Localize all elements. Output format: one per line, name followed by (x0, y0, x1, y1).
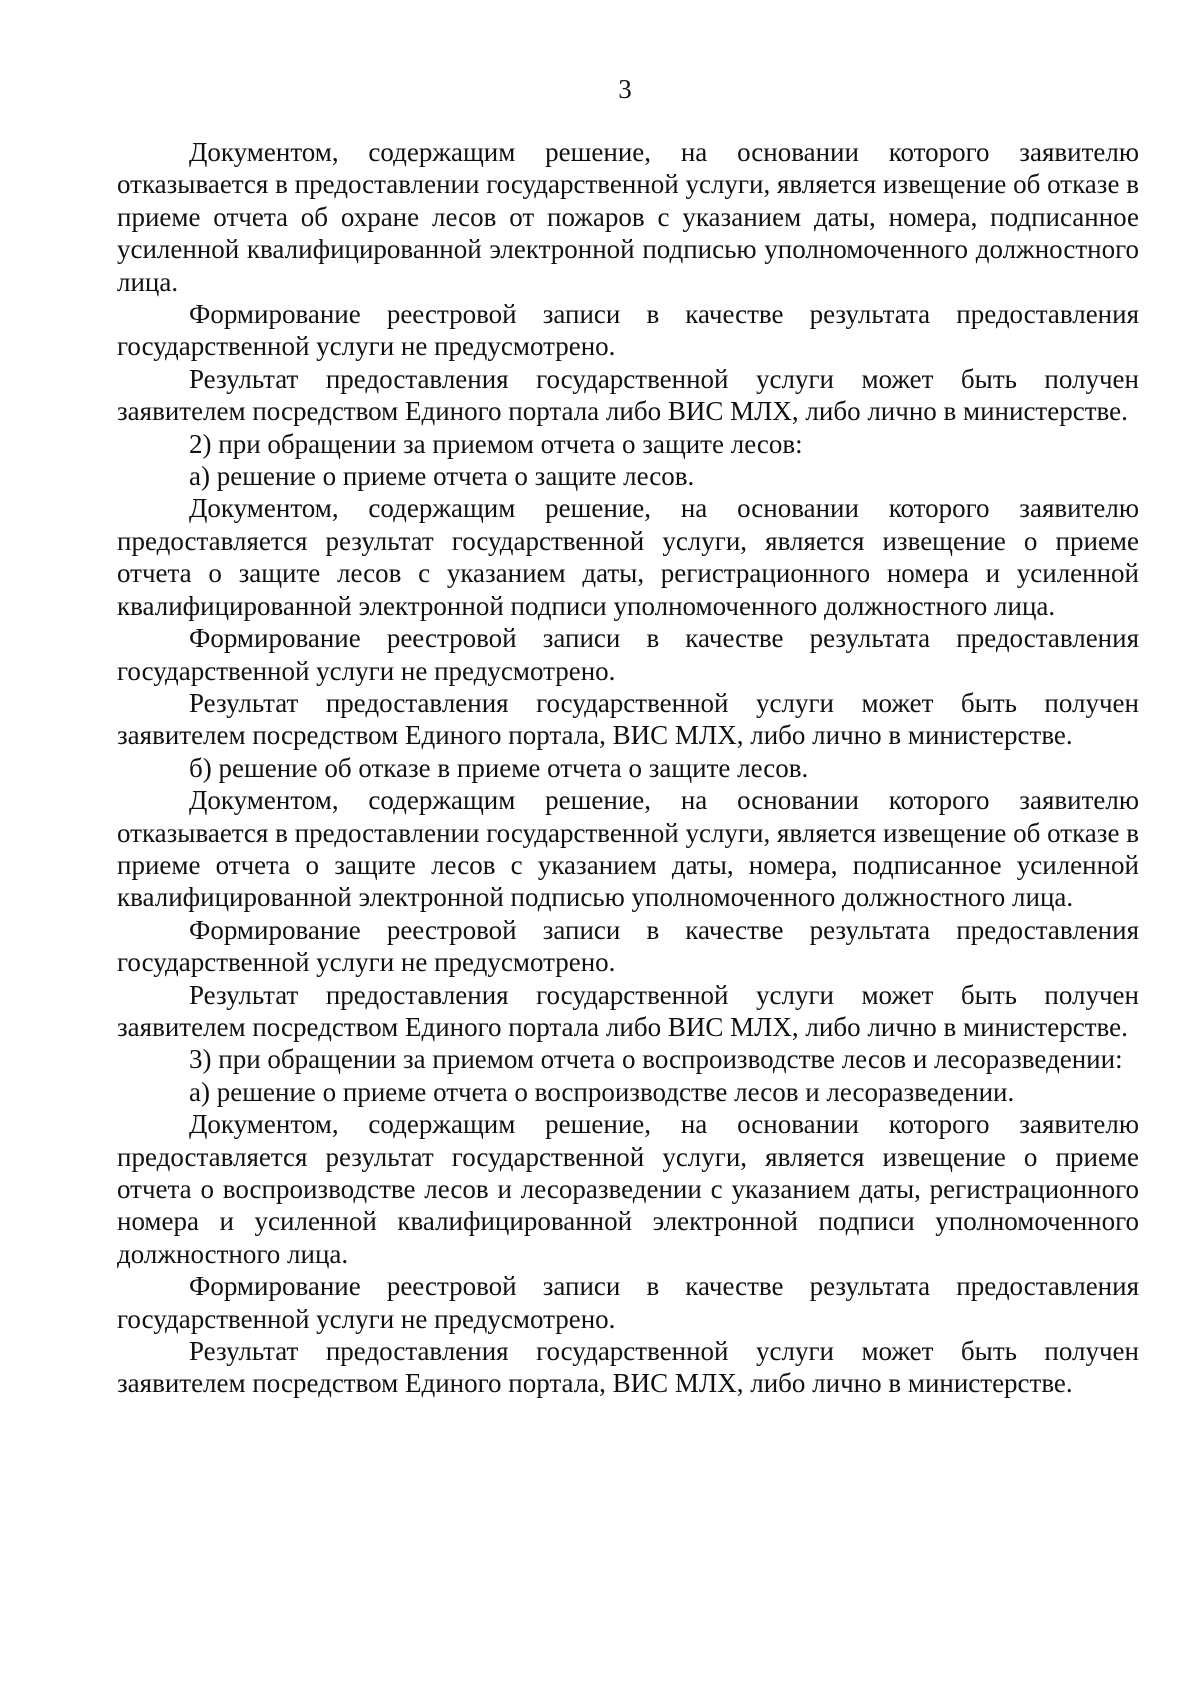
paragraph-forest-protection-refusal: б) решение об отказе в приеме отчета о защите лесов. (189, 752, 809, 783)
paragraph-registry-note: Формирование реестровой записи в качестве результата предоставления государственной услуги не предусмотрено. (117, 914, 1139, 978)
paragraph-result-delivery: Результат предоставления государственной услуги может быть получен заявителем посредством Единого портала, ВИС МЛХ, либо лично в министерстве. (117, 1336, 1139, 1399)
paragraph-result-delivery: Результат предоставления государственной услуги может быть получен заявителем посредством Единого портала либо ВИС МЛХ, либо лично в министерстве. (117, 363, 1139, 427)
paragraph-refusal-fire-report: Документом, содержащим решение, на основании которого заявителю отказывается в предоставлении государственной услуги, является извещение об отказе в приеме отчета об охране лесов от пожаров с указанием даты, номера, подписанное усиленной квалифицированной электронной подписью уполномоченного должностного лица. (117, 137, 1139, 297)
paragraph-registry-note: Формирование реестровой записи в качестве результата предоставления государственной услуги не предусмотрено. (117, 299, 1139, 362)
paragraph-result-delivery: Результат предоставления государственной услуги может быть получен заявителем посредством Единого портала либо ВИС МЛХ, либо лично в министерстве. (117, 979, 1139, 1042)
paragraph-result-delivery: Результат предоставления государственной услуги может быть получен заявителем посредством Единого портала, ВИС МЛХ, либо лично в министерстве. (117, 687, 1139, 751)
page-number: 3 (618, 74, 632, 104)
paragraph-reproduction-accept: а) решение о приеме отчета о воспроизводстве лесов и лесоразведении. (189, 1076, 1015, 1107)
paragraph-registry-note: Формирование реестровой записи в качестве результата предоставления государственной услуги не предусмотрено. (117, 1271, 1139, 1334)
paragraph-accept-notice: Документом, содержащим решение, на основании которого заявителю предоставляется результат государственной услуги, является извещение о приеме отчета о защите лесов с указанием даты, регистрационного номера и усиленной квалифицированной электронной подписи уполномоченного должностного лица. (117, 493, 1139, 621)
document-body (117, 136, 1139, 1400)
paragraph-reproduction-heading: 3) при обращении за приемом отчета о воспроизводстве лесов и лесоразведении: (189, 1044, 1123, 1075)
paragraph-forest-protection-accept: а) решение о приеме отчета о защите лесов. (189, 461, 695, 492)
paragraph-accept-notice: Документом, содержащим решение, на основании которого заявителю предоставляется результат государственной услуги, является извещение о приеме отчета о воспроизводстве лесов и лесоразведении с указанием даты, регистрационного номера и усиленной квалифицированной электронной подписи уполномоченного должностного лица. (117, 1109, 1139, 1269)
paragraph-refusal-notice: Документом, содержащим решение, на основании которого заявителю отказывается в предоставлении государственной услуги, является извещение об отказе в приеме отчета о защите лесов с указанием даты, номера, подписанное усиленной квалифицированной электронной подписью уполномоченного должностного лица. (117, 785, 1139, 913)
paragraph-registry-note: Формирование реестровой записи в качестве результата предоставления государственной услуги не предусмотрено. (117, 623, 1139, 686)
paragraph-forest-protection-heading: 2) при обращении за приемом отчета о защите лесов: (189, 428, 803, 459)
